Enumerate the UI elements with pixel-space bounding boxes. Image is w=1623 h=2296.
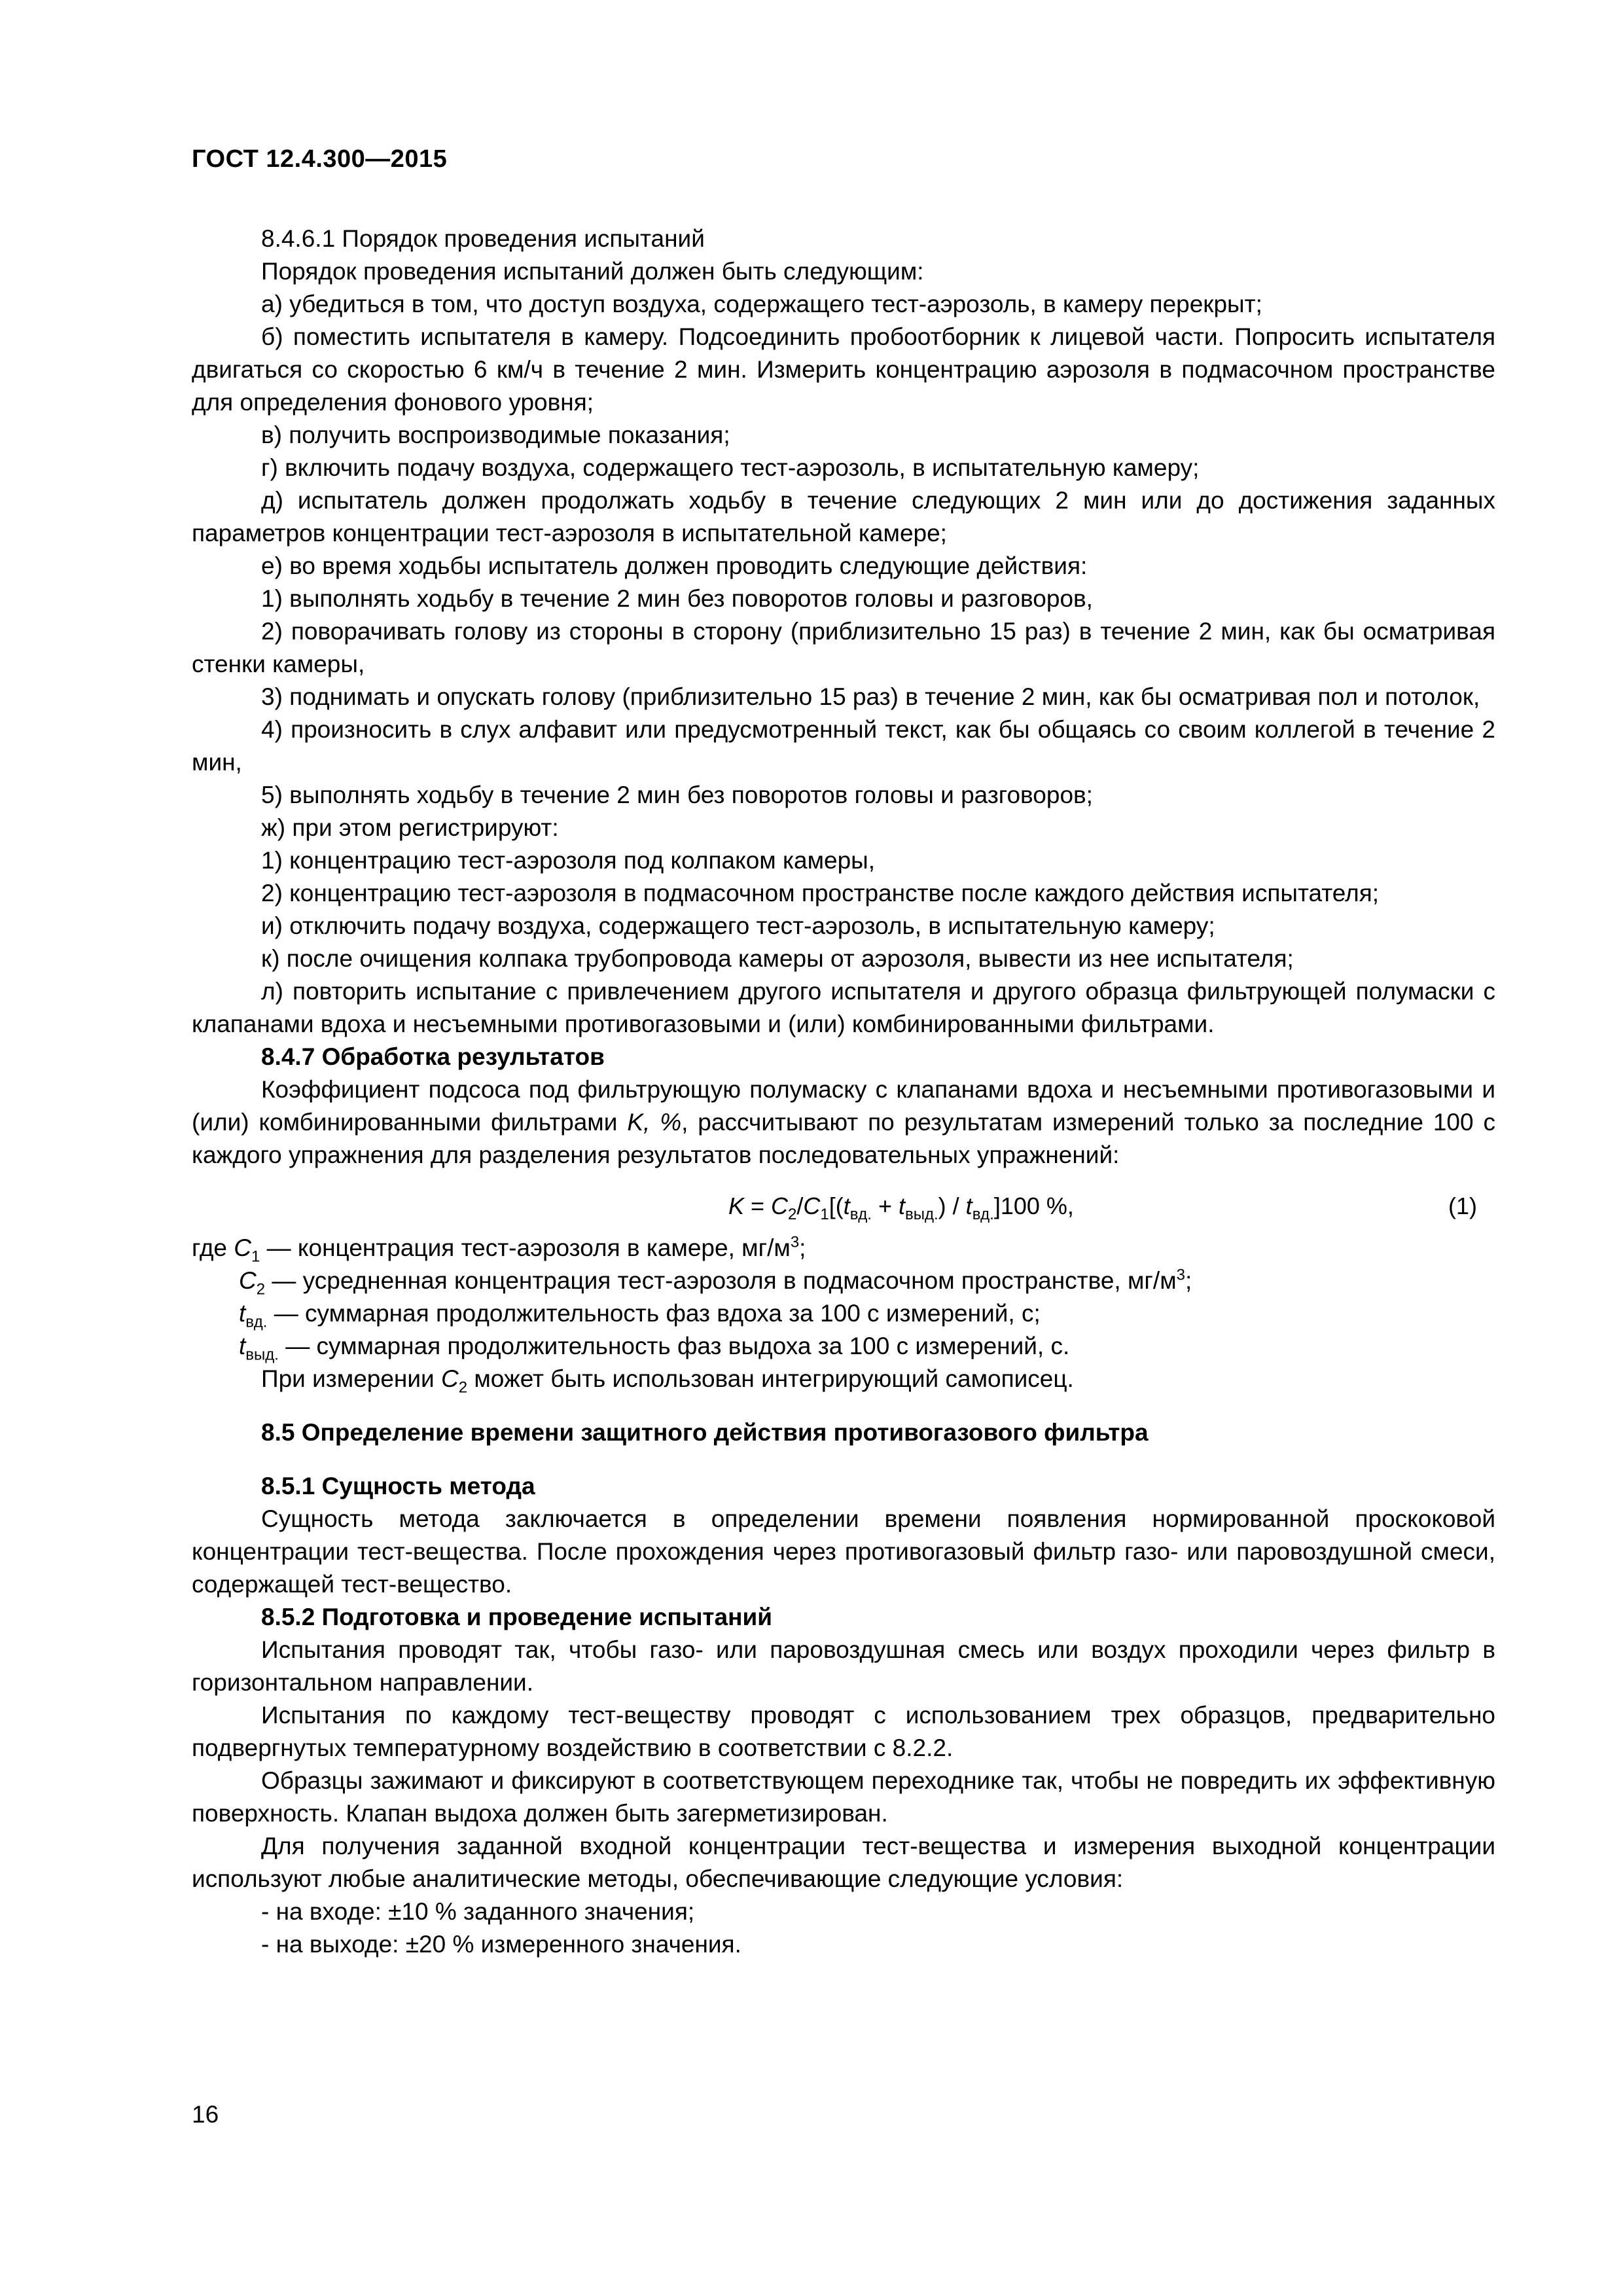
paragraph: Испытания проводят так, чтобы газо- или паровоздушная смесь или воздух проходили через фильтр в горизонтальном направлении.: [192, 1636, 1495, 1696]
formula-sub: выд.: [905, 1206, 938, 1224]
formula-text: ]100 %,: [993, 1193, 1074, 1219]
list-item: к) после очищения колпака трубопровода камеры от аэрозоля, вывести из нее испытателя;: [261, 945, 1294, 972]
formula-symbol: C: [771, 1193, 789, 1219]
subscript: 2: [458, 1378, 468, 1397]
formula-sub: 2: [788, 1206, 797, 1224]
list-item: 1) концентрацию тест-аэрозоля под колпаком камеры,: [261, 847, 876, 874]
list-item: 3) поднимать и опускать голову (приблизительно 15 раз) в течение 2 мин, как бы осматривая пол и потолок,: [261, 683, 1480, 710]
formula-symbol: t: [965, 1193, 972, 1219]
section-heading: 8.5.2 Подготовка и проведение испытаний: [261, 1604, 772, 1630]
subscript: выд.: [245, 1346, 279, 1364]
section-heading: 8.5.1 Сущность метода: [261, 1473, 535, 1499]
formula-sub: вд.: [972, 1206, 994, 1224]
formula-symbol: C: [803, 1193, 821, 1219]
symbol: C: [234, 1234, 252, 1261]
formula-symbol: t: [898, 1193, 905, 1219]
list-item: 2) концентрацию тест-аэрозоля в подмасочном пространстве после каждого действия испытателя;: [261, 880, 1380, 906]
list-item: д) испытатель должен продолжать ходьбу в течение следующих 2 мин или до достижения заданных параметров концентрации тест-аэрозоля в испытательной камере;: [192, 487, 1495, 547]
symbol: C: [440, 1365, 459, 1392]
superscript: 3: [790, 1233, 800, 1251]
definition-text: — концентрация тест-аэрозоля в камере, мг/м: [260, 1234, 791, 1261]
paragraph: Образцы зажимают и фиксируют в соответствующем переходнике так, чтобы не повредить их эффективную поверхность. Клапан выдоха должен быть загерметизирован.: [192, 1767, 1495, 1827]
formula-text: [(: [829, 1193, 844, 1219]
text: может быть использован интегрирующий самописец.: [467, 1365, 1074, 1392]
subscript: 2: [256, 1280, 266, 1299]
where-definition: [192, 1232, 1495, 1265]
where-prefix: где: [192, 1234, 234, 1261]
list-item: л) повторить испытание с привлечением другого испытателя и другого образца фильтрующей полумаски с клапанами вдоха и несъемными противогазовыми и (или) комбинированными фильтрами.: [192, 978, 1495, 1037]
text: При измерении: [261, 1365, 441, 1392]
formula-text: =: [744, 1193, 772, 1219]
definition-text: ;: [799, 1234, 806, 1261]
symbol: t: [239, 1333, 246, 1359]
list-item: - на входе: ±10 % заданного значения;: [261, 1898, 695, 1925]
formula-symbol: K: [728, 1193, 745, 1219]
formula: [728, 1190, 1074, 1223]
formula-block: [192, 1187, 1495, 1227]
subscript: 1: [251, 1247, 260, 1266]
list-item: и) отключить подачу воздуха, содержащего тест-аэрозоль, в испытательную камеру;: [261, 912, 1215, 939]
list-item: е) во время ходьбы испытатель должен проводить следующие действия:: [261, 552, 1088, 579]
list-item: 1) выполнять ходьбу в течение 2 мин без поворотов головы и разговоров,: [261, 585, 1093, 612]
formula-text: +: [871, 1193, 899, 1219]
paragraph: [192, 1363, 1495, 1395]
where-definition: [192, 1265, 1495, 1297]
paragraph: Порядок проведения испытаний должен быть следующим:: [261, 258, 924, 285]
paragraph: Для получения заданной входной концентрации тест-вещества и измерения выходной концентрации используют любые аналитические методы, обеспечивающие следующие условия:: [192, 1833, 1495, 1892]
page-number: 16: [192, 2101, 219, 2128]
paragraph: [192, 1073, 1495, 1172]
list-item: ж) при этом регистрируют:: [261, 814, 559, 841]
symbol: K, %: [627, 1109, 682, 1136]
paragraph: Сущность метода заключается в определении времени появления нормированной проскоковой концентрации тест-вещества. После прохождения через противогазовый фильтр газо- или паровоздушной смеси, содержащей тест-вещество.: [192, 1505, 1495, 1598]
list-item: - на выходе: ±20 % измеренного значения.: [261, 1931, 741, 1958]
list-item: 4) произносить в слух алфавит или предусмотренный текст, как бы общаясь со своим коллегой в течение 2 мин,: [192, 716, 1495, 776]
subsection-title: 8.4.6.1 Порядок проведения испытаний: [261, 225, 705, 252]
definition-text: — усредненная концентрация тест-аэрозоля в подмасочном пространстве, мг/м: [265, 1267, 1177, 1294]
document-header: ГОСТ 12.4.300—2015: [192, 145, 448, 173]
symbol: C: [239, 1267, 257, 1294]
list-item: 5) выполнять ходьбу в течение 2 мин без поворотов головы и разговоров;: [261, 781, 1093, 808]
definition-text: — суммарная продолжительность фаз выдоха за 100 с измерений, с.: [278, 1333, 1070, 1359]
formula-symbol: t: [843, 1193, 850, 1219]
page-content: [192, 223, 1495, 1961]
list-item: г) включить подачу воздуха, содержащего тест-аэрозоль, в испытательную камеру;: [261, 454, 1200, 481]
formula-sub: 1: [820, 1206, 829, 1224]
where-definition: [192, 1297, 1495, 1330]
definition-text: ;: [1185, 1267, 1192, 1294]
where-definition: [192, 1330, 1495, 1363]
section-heading: 8.5 Определение времени защитного действия противогазового фильтра: [261, 1419, 1149, 1446]
list-item: 2) поворачивать голову из стороны в сторону (приблизительно 15 раз) в течение 2 мин, как бы осматривая стенки камеры,: [192, 618, 1495, 677]
list-item: а) убедиться в том, что доступ воздуха, содержащего тест-аэрозоль, в камеру перекрыт;: [261, 291, 1262, 317]
formula-number: (1): [1448, 1193, 1477, 1219]
list-item: б) поместить испытателя в камеру. Подсоединить пробоотборник к лицевой части. Попросить испытателя двигаться со скоростью 6 км/ч в течение 2 мин. Измерить концентрацию аэрозоля в подмасочном пространстве для определения фонового уровня;: [192, 323, 1495, 416]
section-heading: 8.4.7 Обработка результатов: [261, 1043, 605, 1070]
definition-text: — суммарная продолжительность фаз вдоха за 100 с измерений, с;: [267, 1300, 1041, 1327]
paragraph: Испытания по каждому тест-веществу проводят с использованием трех образцов, предварительно подвергнутых температурному воздействию в соответствии с 8.2.2.: [192, 1702, 1495, 1761]
formula-text: ) /: [938, 1193, 966, 1219]
subscript: вд.: [245, 1313, 268, 1331]
symbol: t: [239, 1300, 246, 1327]
text: , рассчитывают по результатам измерений только за последние 100 с каждого упражнения для разделения результатов последовательных упражнений:: [192, 1109, 1495, 1168]
list-item: в) получить воспроизводимые показания;: [261, 422, 730, 448]
formula-text: /: [796, 1193, 804, 1219]
superscript: 3: [1176, 1266, 1185, 1284]
formula-sub: вд.: [849, 1206, 872, 1224]
text: Коэффициент подсоса под фильтрующую полумаску с клапанами вдоха и несъемными противогазовыми и (или) комбинированными фильтрами: [192, 1076, 1495, 1136]
